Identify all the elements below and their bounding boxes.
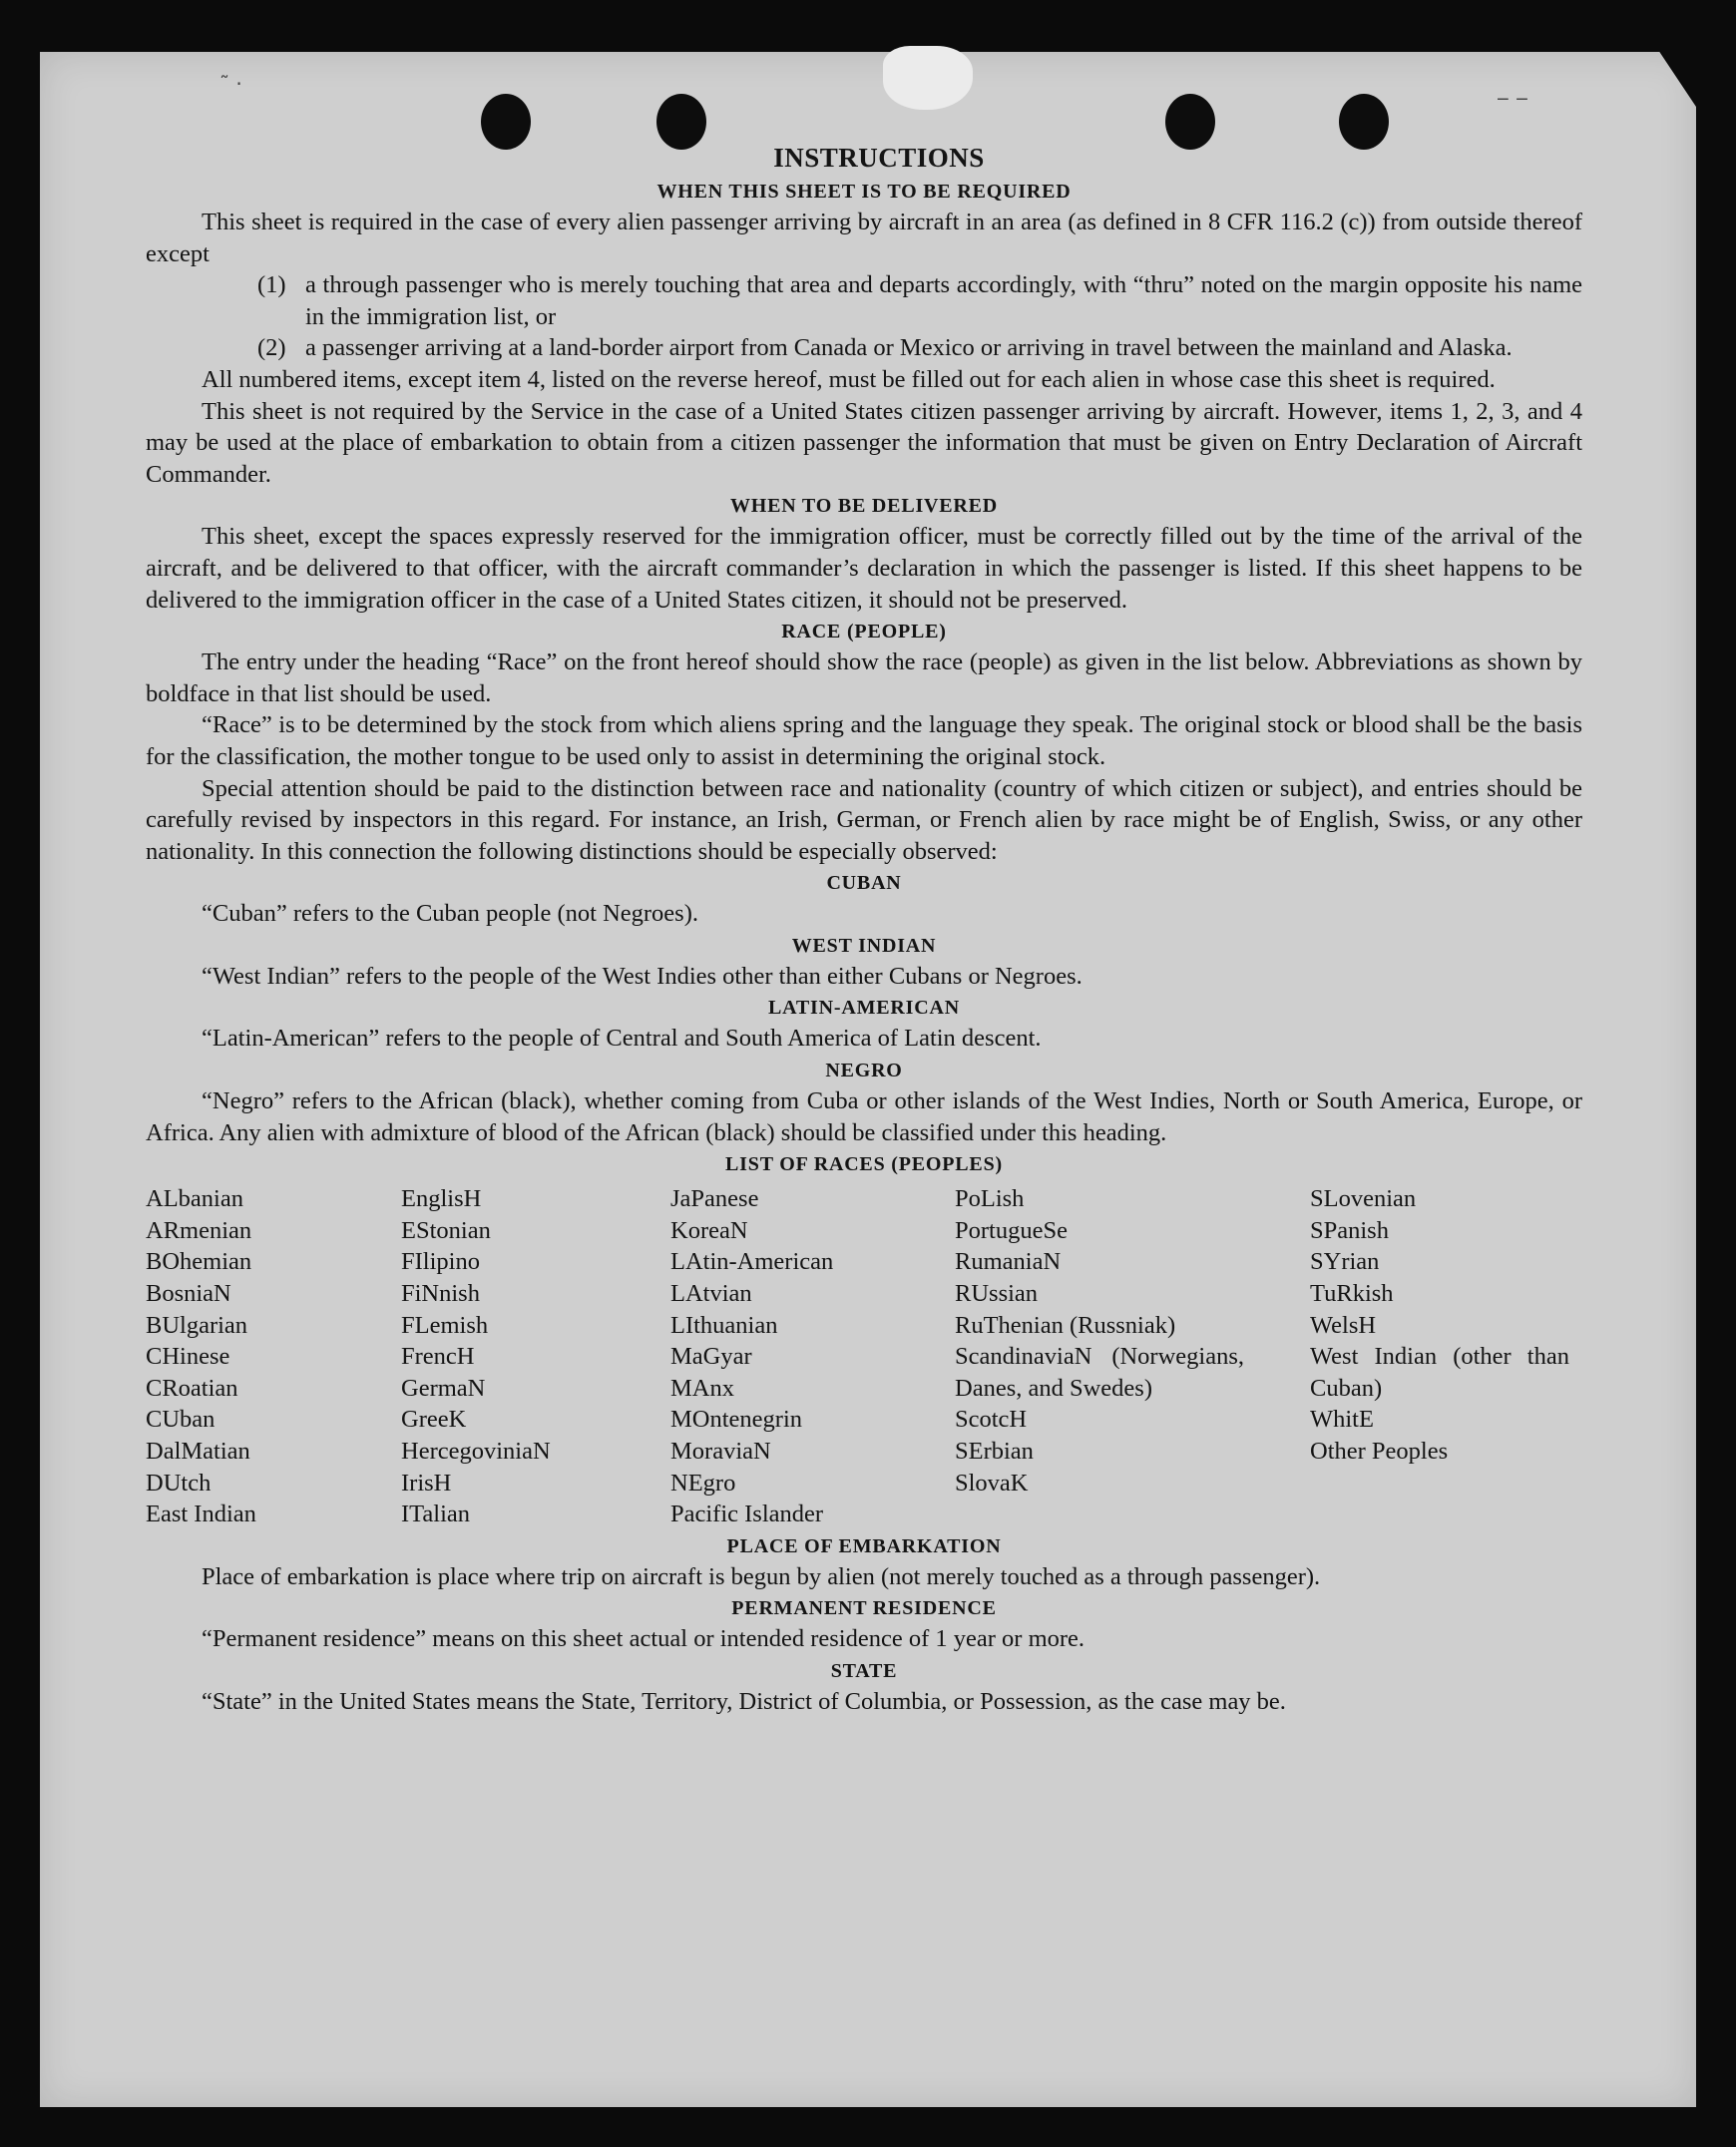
paragraph: The entry under the heading “Race” on the front hereof should show the race (people) as given in the list below. Abbreviations as shown by boldface in that list should be used. bbox=[146, 648, 1582, 707]
race-entry: GreeK bbox=[401, 1406, 467, 1434]
race-entry: WhitE bbox=[1310, 1406, 1374, 1434]
race-entry: MaGyar bbox=[670, 1343, 752, 1371]
section-heading-delivered: WHEN TO BE DELIVERED bbox=[729, 495, 999, 518]
race-entry: West Indian (other than Cuban) bbox=[1310, 1343, 1569, 1402]
race-entry: LAtvian bbox=[670, 1280, 752, 1308]
section-heading-latin-american: LATIN-AMERICAN bbox=[768, 997, 960, 1020]
race-entry: WelsH bbox=[1310, 1311, 1377, 1339]
section-heading-cuban: CUBAN bbox=[826, 872, 902, 895]
race-column bbox=[1310, 1183, 1569, 1530]
folded-corner bbox=[1658, 50, 1698, 110]
race-entry: FLemish bbox=[401, 1311, 489, 1339]
section-heading-west-indian: WEST INDIAN bbox=[791, 934, 937, 957]
race-entry: LIthuanian bbox=[670, 1311, 778, 1339]
race-entry: BUlgarian bbox=[146, 1311, 248, 1339]
document-sheet bbox=[40, 52, 1696, 2107]
race-column bbox=[955, 1183, 1244, 1530]
scan-mark: ‒ ‒ bbox=[1497, 86, 1528, 110]
race-entry: CUban bbox=[146, 1406, 216, 1434]
race-column bbox=[670, 1183, 955, 1530]
race-entry: EStonian bbox=[401, 1216, 491, 1244]
race-entry: HercegoviniaN bbox=[401, 1438, 551, 1465]
race-entry: FIlipino bbox=[401, 1248, 480, 1276]
section-heading-residence: PERMANENT RESIDENCE bbox=[731, 1597, 997, 1620]
race-entry: GermaN bbox=[401, 1374, 486, 1402]
paragraph: This sheet is not required by the Service in the case of a United States citizen passenger arriving by aircraft. However, items 1, 2, 3, and 4 may be used at the place of embarkation to obtain from a citizen passenger the information that must be given on Entry Declaration of Aircraft Commander. bbox=[146, 397, 1582, 488]
race-entry: FiNnish bbox=[401, 1280, 480, 1308]
race-entry: MAnx bbox=[670, 1374, 734, 1402]
race-entry: ScotcH bbox=[955, 1406, 1028, 1434]
race-entry: ARmenian bbox=[146, 1216, 252, 1244]
race-entry: MOntenegrin bbox=[670, 1406, 802, 1434]
race-column bbox=[146, 1183, 401, 1530]
race-entry: LAtin-American bbox=[670, 1248, 834, 1276]
race-entry: NEgro bbox=[670, 1469, 736, 1497]
race-entry: FrencH bbox=[401, 1343, 475, 1371]
race-entry: ScandinaviaN (Norwegians, Danes, and Swedes) bbox=[955, 1343, 1244, 1402]
list-number: (1) bbox=[257, 271, 286, 299]
race-entry: SlovaK bbox=[955, 1469, 1029, 1497]
list-item bbox=[257, 269, 1582, 332]
race-entry: DUtch bbox=[146, 1469, 212, 1497]
race-list bbox=[146, 1183, 1582, 1530]
paragraph: “Negro” refers to the African (black), whether coming from Cuba or other islands of the West Indies, North or South America, Europe, or Africa. Any alien with admixture of blood of the African (black) should be classified under this heading. bbox=[146, 1087, 1582, 1146]
race-entry: TuRkish bbox=[1310, 1280, 1394, 1308]
race-entry: KoreaN bbox=[670, 1216, 748, 1244]
paragraph: “Cuban” refers to the Cuban people (not Negroes). bbox=[202, 900, 698, 928]
race-entry: RUssian bbox=[955, 1280, 1039, 1308]
race-entry: Other Peoples bbox=[1310, 1438, 1449, 1465]
instructions-content bbox=[146, 140, 1582, 1718]
race-entry: DalMatian bbox=[146, 1438, 250, 1465]
section-heading-embarkation: PLACE OF EMBARKATION bbox=[726, 1534, 1002, 1557]
paragraph: “Permanent residence” means on this sheet actual or intended residence of 1 year or more. bbox=[202, 1625, 1085, 1653]
race-entry: SLovenian bbox=[1310, 1185, 1417, 1213]
race-entry: MoraviaN bbox=[670, 1438, 771, 1465]
section-heading-negro: NEGRO bbox=[825, 1060, 903, 1082]
race-entry: PoLish bbox=[955, 1185, 1025, 1213]
paragraph: All numbered items, except item 4, listed on the reverse hereof, must be filled out for each alien in whose case this sheet is required. bbox=[202, 365, 1496, 393]
race-entry: ITalian bbox=[401, 1501, 471, 1528]
paragraph: “West Indian” refers to the people of the West Indies other than either Cubans or Negroes. bbox=[202, 962, 1083, 990]
scan-mark: ˜ · bbox=[219, 72, 242, 96]
race-entry: JaPanese bbox=[670, 1185, 759, 1213]
paragraph: “Race” is to be determined by the stock from which aliens spring and the language they speak. The original stock or blood shall be the basis for the classification, the mother tongue to be used only to assist in determining the original stock. bbox=[146, 711, 1582, 770]
list-item bbox=[257, 332, 1582, 364]
race-entry: EnglisH bbox=[401, 1185, 482, 1213]
list-text: a through passenger who is merely touching that area and departs accordingly, with “thru” noted on the margin opposite his name in the immigration list, or bbox=[305, 271, 1582, 330]
race-entry: Pacific Islander bbox=[670, 1501, 824, 1528]
list-number: (2) bbox=[257, 334, 286, 362]
race-entry: SYrian bbox=[1310, 1248, 1380, 1276]
list-text: a passenger arriving at a land-border airport from Canada or Mexico or arriving in travel between the mainland and Alaska. bbox=[305, 334, 1513, 362]
section-heading-state: STATE bbox=[830, 1659, 898, 1682]
page-title: INSTRUCTIONS bbox=[773, 143, 985, 173]
paragraph: “Latin-American” refers to the people of Central and South America of Latin descent. bbox=[202, 1025, 1042, 1053]
race-entry: PortugueSe bbox=[955, 1216, 1068, 1244]
race-entry: CRoatian bbox=[146, 1374, 238, 1402]
section-heading-required: WHEN THIS SHEET IS TO BE REQUIRED bbox=[656, 181, 1072, 203]
paragraph: Place of embarkation is place where trip on aircraft is begun by alien (not merely touched as a through passenger). bbox=[202, 1562, 1321, 1590]
section-heading-race: RACE (PEOPLE) bbox=[781, 621, 947, 644]
race-entry: RuThenian (Russniak) bbox=[955, 1311, 1176, 1339]
race-entry: BosniaN bbox=[146, 1280, 231, 1308]
paragraph: “State” in the United States means the State, Territory, District of Columbia, or Possession, as the case may be. bbox=[202, 1687, 1286, 1715]
paper-tear bbox=[883, 46, 973, 110]
race-entry: East Indian bbox=[146, 1501, 256, 1528]
race-entry: SErbian bbox=[955, 1438, 1034, 1465]
race-entry: RumaniaN bbox=[955, 1248, 1062, 1276]
race-entry: CHinese bbox=[146, 1343, 230, 1371]
paragraph: This sheet is required in the case of every alien passenger arriving by aircraft in an area (as defined in 8 CFR 116.2 (c)) from outside thereof except bbox=[146, 209, 1582, 267]
race-entry: SPanish bbox=[1310, 1216, 1389, 1244]
paragraph: This sheet, except the spaces expressly reserved for the immigration officer, must be correctly filled out by the time of the arrival of the aircraft, and be delivered to that officer, with the aircraft commander’s declaration in which the passenger is listed. If this sheet happens to be delivered to the immigration officer in the case of a United States citizen, it should not be preserved. bbox=[146, 523, 1582, 614]
race-column bbox=[401, 1183, 670, 1530]
race-entry: BOhemian bbox=[146, 1248, 252, 1276]
section-heading-list-of-races: LIST OF RACES (PEOPLES) bbox=[725, 1153, 1003, 1176]
paragraph: Special attention should be paid to the distinction between race and nationality (country of which citizen or subject), and entries should be carefully revised by inspectors in this regard. For instance, an Irish, German, or French alien by race might be of English, Swiss, or any other nationality. In this connection the following distinctions should be especially observed: bbox=[146, 774, 1582, 865]
race-entry: ALbanian bbox=[146, 1185, 243, 1213]
race-entry: IrisH bbox=[401, 1469, 452, 1497]
